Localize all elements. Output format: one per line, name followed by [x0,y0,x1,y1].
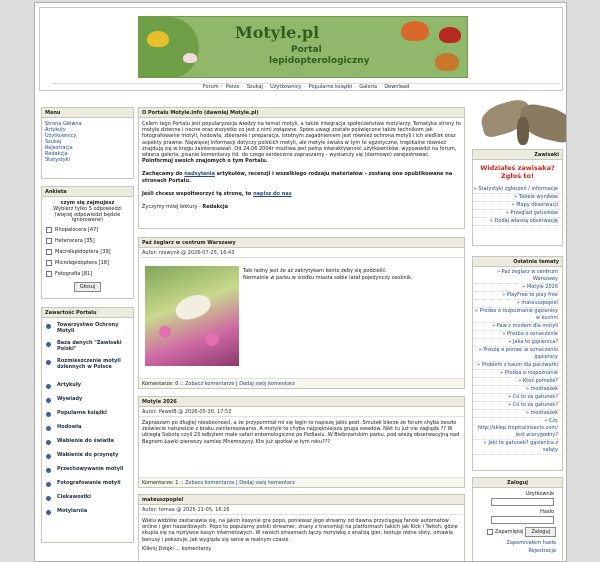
poll-option[interactable] [42,236,133,247]
arrow-icon: » [544,418,549,424]
intro-call-to-share: Poinformuj swoich znajomych o tym Portalu. [142,158,268,165]
comment-count: Komentarze: 0 :: [142,381,184,387]
section-item[interactable] [42,479,133,493]
section-label: Towarzystwo Ochrony Motyli [57,322,119,334]
intro-paragraph: Celem tego Portalu jest popularyzacja wiedzy na temat motyli, a także integracja społeczeństwa motylarzy. Tematyka strony to motyle dzienne i nocne oraz wszystko co jest z nimi związane. Spore uwagi zostało poświęcone także technikom jak fotografowanie motyli, hodowla, zbieranie i preparacja, istotnym zagadnieniem jest również ochrona motyli i ich siedlisk oraz aspekty prawne. Najwięcej informacji dotyczy polskich motyli, ale motyle świata w tym te egzotyczne, tropikalne również znajdują się w kręgu zainteresowań. Od 24.06.2004r możliwa jest pełna interaktywność użytkowników: wypowiedzi na forum, własna galeria, pisanie komentarzy itd. do czego serdecznie zapraszamy - wystarczy się (darmowo) zarejestrować. [142,121,461,159]
post-footer: Komentarze: 0 :: Zobacz komentarze | Dodaj swój komentarz [139,378,464,388]
post-panel [138,494,465,562]
arrow-icon: » [474,308,480,314]
bullet-icon [46,384,51,389]
menu-title: Menu [42,108,133,118]
section-item[interactable] [42,465,133,479]
poll-option[interactable] [42,269,133,280]
poll-option-label: Fotografia [81] [55,271,93,277]
arrow-icon: » [525,410,531,416]
arrow-icon: » [478,347,484,353]
intro-title: O Portalu Motyle.info (dawniej Motyle.pl) [139,108,464,118]
checkbox[interactable] [46,260,52,266]
forgot-password-link[interactable]: Zapomniałem hasła [506,540,556,546]
add-comment-link[interactable]: Dodaj swój komentarz [239,381,295,387]
flower-icon [159,326,171,338]
topic-label: Problem z kaum dla poczwarki [481,362,558,368]
banner-logo[interactable] [138,16,468,78]
butterfly-orange-icon [401,21,429,41]
page [34,2,567,562]
topic-link[interactable] [473,418,562,440]
arrow-icon: » [483,440,489,446]
zawisaki-link-label: Mapy obserwacji [516,202,558,208]
section-item[interactable] [42,507,133,521]
zawisaki-link-label: Dodaj własną obserwację [494,218,558,224]
header [39,7,563,91]
bullet-icon [46,468,51,473]
post-meta: Autor: tomax @ 2025-11-05, 16:16 [139,505,464,515]
section-label: Wabienie do przynęty [57,452,119,458]
bullet-icon [46,324,51,329]
arrow-icon: » [511,202,517,208]
section-label: Przechowywanie motyli [57,466,124,472]
arrow-icon: » [514,194,519,200]
menu-item-register[interactable]: Rejestracja [45,145,73,151]
topic-label: mateuszpopiel [521,300,558,306]
poll-hint: Wybierz tylko 5 odpowiedzi (więcej odpowiedzi będzie ignorowane) [53,206,122,223]
zawisaki-link[interactable] [473,210,562,218]
arrow-icon: » [499,370,505,376]
topic-link[interactable] [473,347,562,362]
intro-contact-paragraph [142,191,461,197]
topic-link[interactable] [473,269,562,284]
view-comments-link[interactable]: Zobacz komentarze [185,381,235,387]
topic-link[interactable] [473,284,562,292]
arrow-icon: » [502,292,507,298]
section-label: Motylarnia [57,508,88,514]
zawisaki-title: Zawisaki [473,150,562,160]
intro-submit-text-2: artykułów, recenzji i wszelkiego rodzaju materiałów - zostaną one opublikowane na stronach Portalu. [142,171,453,184]
section-label: Hodowla [57,424,82,430]
topic-link[interactable] [473,378,562,386]
topic-label: Proszę o pomoc w oznaczeniu gąsienicy [483,347,558,360]
comment-count: Komentarze: 1 :: [142,480,184,486]
post-tail: Kliknij Dzięki ... komentarzy [142,545,212,552]
topic-label: Co to za gatunek? [512,402,558,408]
moth-illustration [473,99,567,153]
topic-label: Jaka to gąsienica? [513,339,558,345]
post-title[interactable]: Motyle 2026 [139,397,464,407]
zawisaki-link[interactable] [473,218,562,226]
section-label: Artykuły [57,382,81,388]
login-panel [472,477,563,562]
post-panel [138,396,465,488]
section-label: Wywiady [57,396,83,402]
submit-link[interactable]: nadsyłania [184,171,215,178]
zawisaki-heading-2[interactable]: Zgłoś to! [501,172,534,180]
signoff-editors: Redakcja [202,204,228,211]
topic-link[interactable] [473,362,562,370]
topic-link[interactable] [473,440,562,455]
arrow-icon: » [492,323,497,329]
post-panel [138,237,465,389]
topic-label: Paw z modem dla motyli [496,323,558,329]
zawisaki-link[interactable] [473,186,562,194]
post-meta: Autor: PawelB @ 2026-05-30, 17:52 [139,407,464,417]
zawisaki-panel [472,149,563,246]
poll-option-label: Macrolepidoptera [39] [55,249,111,255]
flower-icon [205,332,219,346]
menu-item-stats[interactable]: Statystyki [45,157,70,163]
section-item[interactable] [42,409,133,423]
moth-body-icon [517,117,529,145]
topic-link[interactable] [473,370,562,378]
poll-title: Ankieta [42,187,133,197]
bullet-icon [46,482,51,487]
section-label: Popularne książki [57,410,107,416]
remember-checkbox[interactable] [487,529,493,535]
section-item[interactable] [42,339,133,357]
bullet-icon [46,454,51,459]
topic-link[interactable] [473,323,562,331]
poll-option-label: Rhopalocera [47] [55,227,99,233]
signoff-text: Życzymy miłej lektury - [142,204,201,211]
arrow-icon: » [502,331,507,337]
zawisaki-link[interactable] [473,194,562,202]
bullet-icon [46,440,51,445]
username-label: Użytkownik [525,491,554,497]
site-logo: Motyle.pl [235,23,320,42]
menu-item-users[interactable]: Użytkownicy [45,133,77,139]
login-title: Zaloguj [473,478,562,488]
nav-search[interactable]: Szukaj [246,84,263,90]
section-item[interactable] [42,381,133,395]
poll-option[interactable] [42,247,133,258]
nav-books[interactable]: Popularne książki [308,84,353,90]
intro-signoff [142,204,461,210]
section-item[interactable] [42,357,133,381]
arrow-icon: » [473,186,479,192]
topic-label: modraszek [530,410,558,416]
sections-panel [41,307,134,543]
bullet-icon [46,496,51,501]
topic-link[interactable] [473,410,562,418]
bullet-icon [46,360,51,365]
topic-label: Czy http://sklep.tropicalinsects.com/ jest wiarygodny? [477,418,558,438]
topic-label: Prośba o oznaczenie [506,331,558,337]
topic-link[interactable] [473,331,562,339]
intro-submit-paragraph [142,171,461,183]
arrow-icon: » [522,284,527,290]
post-text-line: Taki ładny jest że aż zakrytykam konto żeby się podzielić. [243,268,387,274]
section-item[interactable] [42,423,133,437]
checkbox[interactable] [46,249,52,255]
poll-option[interactable] [42,258,133,269]
topic-label: PlayFree to play free [506,292,558,298]
section-label: Wabienie do światła [57,438,114,444]
topic-link[interactable] [473,339,562,347]
menu-item-home[interactable]: Strona Główna [45,121,82,127]
checkbox[interactable] [46,227,52,233]
topic-label: modraszek [530,386,558,392]
topic-link[interactable] [473,292,562,300]
post-title[interactable]: mateuszpopiel [139,495,464,505]
topic-label: Prośba o rozpoznanie gąsienicy w kuchni [479,308,558,321]
username-input[interactable] [491,498,554,506]
password-label: Hasło [540,509,554,515]
topic-label: Ktoś pomoże? [522,378,558,384]
remember-label: Zapamiętaj [494,529,524,535]
password-input[interactable] [491,516,554,524]
nav-download[interactable]: Download [384,84,410,90]
login-button[interactable]: Zaloguj [525,527,556,537]
topic-link[interactable] [473,300,562,308]
nav-gallery[interactable]: Galeria [359,84,378,90]
bullet-icon [46,510,51,515]
site-subtitle-2: lepidopterologiczny [269,56,370,66]
swallowtail-wing-icon [172,291,213,324]
topic-label: Paź żeglarz w centrum Warszawy [501,269,558,282]
section-label: Fotografowanie motyli [57,480,121,486]
checkbox[interactable] [46,271,52,277]
nav-forum[interactable]: Forum [202,84,219,90]
arrow-icon: » [489,218,495,224]
poll-option[interactable] [42,225,133,236]
vote-button[interactable]: Głosuj [74,282,102,292]
arrow-icon: » [477,362,482,368]
post-meta: Autor: niewynk @ 2026-07-25, 16:43 [139,248,464,258]
zawisaki-link-label: Statystyki zgłoszeń / informacje [478,186,558,192]
checkbox[interactable] [46,238,52,244]
arrow-icon: » [516,300,522,306]
latest-topics-title: Ostatnie tematy [473,257,562,267]
menu-item-search[interactable]: Szukaj [45,139,62,145]
topic-link[interactable] [473,394,562,402]
contact-link[interactable]: napisz do nas [253,190,292,197]
latest-topics-panel [472,256,563,471]
poll-option-label: Microlepidoptera [18] [55,260,109,266]
site-subtitle-1: Portal [291,45,322,55]
poll-question: czym się zajmujesz [60,200,115,206]
menu-item-articles[interactable]: Artykuły [45,127,66,133]
section-label: Ciekawostki [57,494,91,500]
butterfly-red-icon [439,27,461,43]
section-label: Rozmieszczenie motyli dziennych w Polsce [57,358,121,370]
topic-label: Prośba o rozpoznanie [504,370,558,376]
nav-porze[interactable]: Porze [225,84,240,90]
zawisaki-link-label: Tabele wyników [518,194,558,200]
menu-item-editors[interactable]: Redakcja [45,151,68,157]
topic-link[interactable] [473,308,562,323]
bullet-icon [46,426,51,431]
bullet-icon [46,398,51,403]
post-footer: Komentarze: 1 :: Zobacz komentarze | Dodaj swój komentarz [139,477,464,487]
nav-users[interactable]: Użytkownicy [270,84,302,90]
arrow-icon: » [508,394,513,400]
arrow-icon: » [525,386,531,392]
butterfly-photo[interactable] [145,266,239,366]
intro-panel [138,107,465,229]
topic-link[interactable] [473,386,562,394]
zawisaki-link-label: Przegląd gatunków [510,210,558,216]
top-navigation: Forum · Porze · Szukaj · Użytkownicy · Popularne książki · Galeria · Download [52,83,560,92]
section-item[interactable] [42,493,133,507]
butterfly-brown-icon [435,53,459,71]
post-text-line: Normalnie w parku w środku miasta sobie latał pojedynczy osobnik. [243,274,413,281]
topic-label: Jaki to gatunek? gąsienica z sałaty [488,440,558,453]
sections-title: Zawartość Portalu [42,308,133,318]
topic-label: Motyle 2026 [526,284,558,290]
add-comment-link[interactable]: Dodaj swój komentarz [239,480,295,486]
intro-contact-text: Jeśli chcesz współtworzyć tą stronę, to [142,190,252,197]
arrow-icon: » [518,378,523,384]
arrow-icon: » [508,402,513,408]
section-item[interactable] [42,451,133,465]
butterfly-yellow-icon [147,31,169,47]
menu-panel [41,107,134,179]
bullet-icon [46,342,51,347]
arrow-icon: » [508,339,514,345]
section-item[interactable] [42,395,133,409]
poll-panel [41,186,134,299]
leaf-decoration [139,17,199,78]
post-text: Zapraszam po długiej nieobecności, a że przypomniał mi się login to napiszę jakiś post. Smutek bierze że forum chyba zeszło zeświecie natureście z braku zainteresowania. A motyle to chyba najpiękniejsza grupa owadów. Nikt tu już nie zagląda ?? W ubiegłą Sobotę czyli 23 odbyłem małe safari entomologiczne po Podlasiu. W Biebrzańskim parku, pod wieżą obserwacyjną nad Bagnem Ławki pierwszy samiec Mnemozyny. Kto już spotkał w tym roku??? [142,420,460,445]
topic-link[interactable] [473,402,562,410]
poll-option-label: Heterocera [35] [55,238,95,244]
topic-label: Co to za gatunek? [512,394,558,400]
view-comments-link[interactable]: Zobacz komentarze [185,480,235,486]
arrow-icon: » [496,269,502,275]
section-item[interactable] [42,321,133,339]
bullet-icon [46,412,51,417]
butterfly-white-icon [183,53,197,63]
section-item[interactable] [42,437,133,451]
post-title[interactable]: Paź żeglarz w centrum Warszawy [139,238,464,248]
register-link[interactable]: Rejestracja [528,548,556,554]
intro-submit-text: Zachęcamy do [142,171,183,178]
section-label: Baza danych "Zawisaki Polski" [57,340,122,352]
zawisaki-link[interactable] [473,202,562,210]
zawisaki-heading-1[interactable]: Widziałeś zawisaka? [480,164,555,172]
post-text: Wielu widziów zastanawia się, na jakim kasynie gra popo, ponieważ jego streamy od dawna przyciągają fanów automatów online i gier hazardowych. Popo to popularny polski streamer, znany z transmisji na platformach takich jak Kick i Twitch, gdzie skupia się na rozrywce kasyn internetowych. W swoich streamach łączy rozrywkę z analizą gier, testuje różne sloty, omawia bonusy i pokazuje, jak wygląda się senie w realnym czasie. [142,518,458,543]
arrow-icon: » [505,210,511,216]
